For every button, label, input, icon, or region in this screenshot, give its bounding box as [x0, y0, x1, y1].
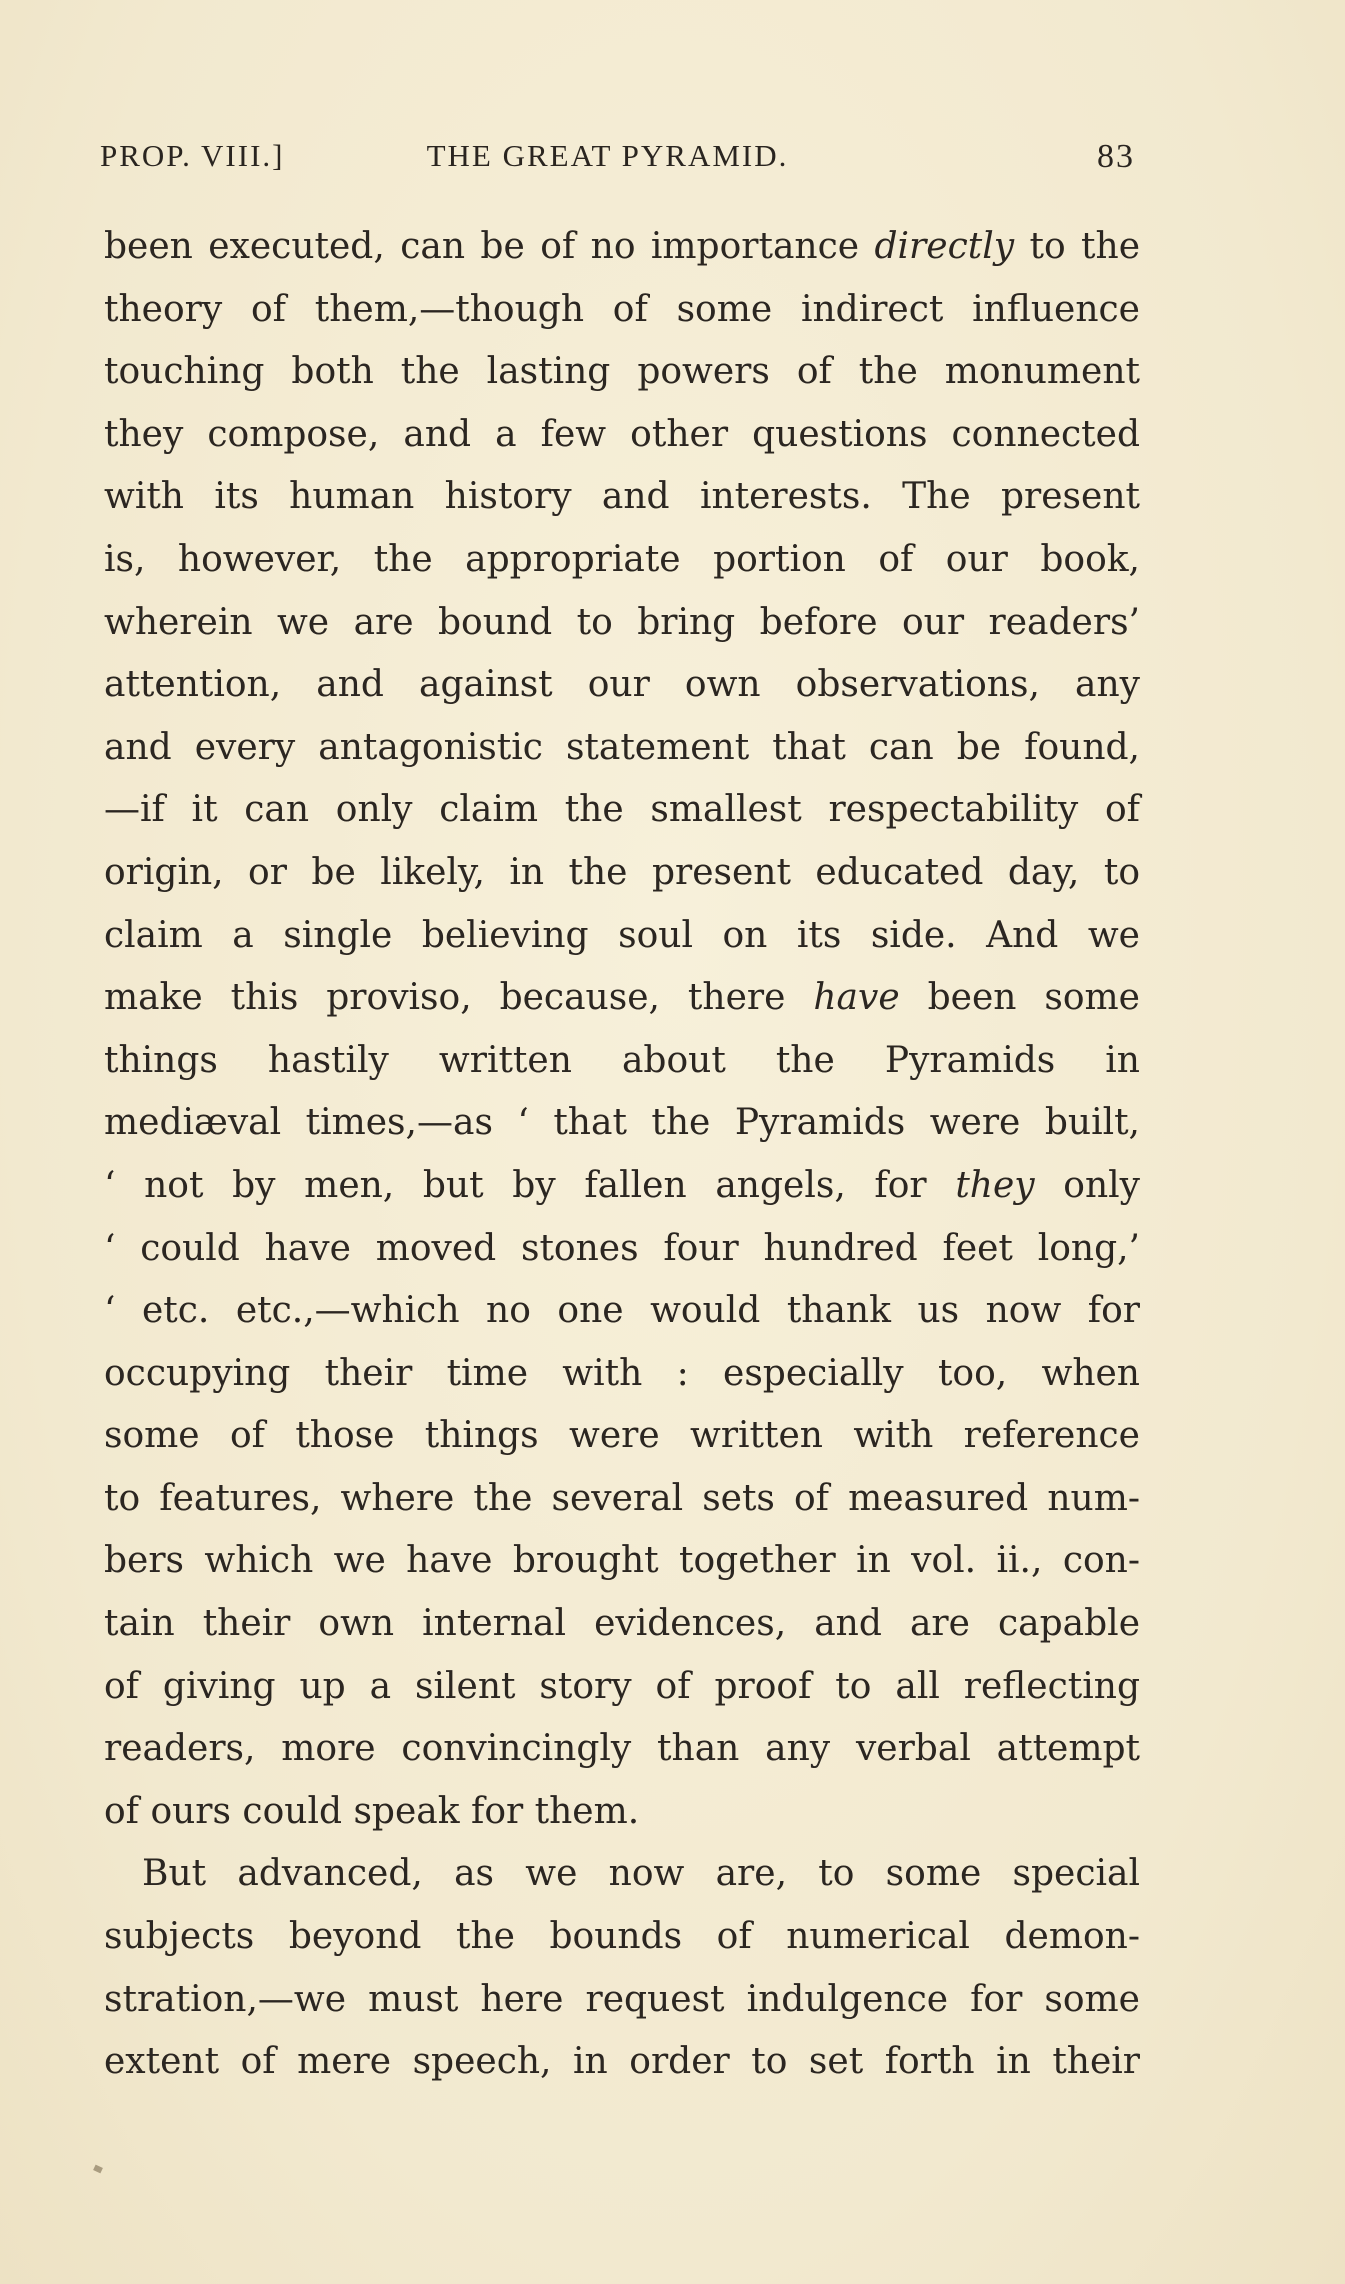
text-line	[104, 1280, 1140, 1343]
paragraph	[104, 216, 1140, 1843]
text-line	[104, 1656, 1140, 1719]
line-text: attention, and against our own observations, any	[104, 664, 1140, 706]
section-reference: PROP. VIII.]	[100, 138, 285, 173]
line-text: But advanced, as we now are, to some special	[142, 1853, 1140, 1895]
ink-speck	[93, 2165, 103, 2174]
line-text: tain their own internal evidences, and are capable	[104, 1603, 1140, 1645]
line-text: extent of mere speech, in order to set forth in their	[104, 2041, 1140, 2083]
line-text: wherein we are bound to bring before our readers’	[104, 601, 1140, 643]
text-line	[104, 404, 1140, 467]
line-text: subjects beyond the bounds of numerical demon-	[104, 1916, 1140, 1958]
text-line	[104, 216, 1140, 279]
text-line	[104, 279, 1140, 342]
body-text	[104, 216, 1140, 2094]
line-text: claim a single believing soul on its side. And we	[104, 914, 1140, 956]
text-line	[104, 1468, 1140, 1531]
text-line	[104, 967, 1140, 1030]
text-line	[104, 1030, 1140, 1093]
line-text: bers which we have brought together in vol. ii., con-	[104, 1540, 1140, 1582]
line-text: touching both the lasting powers of the monument	[104, 351, 1140, 393]
line-text: they compose, and a few other questions connected	[104, 413, 1140, 455]
text-line	[104, 1405, 1140, 1468]
text-line	[104, 2031, 1140, 2094]
emphasis-text: have	[813, 977, 900, 1019]
text-line	[104, 1969, 1140, 2032]
line-text: to the	[1014, 226, 1141, 267]
text-line	[104, 529, 1140, 592]
line-text: ‘ etc. etc.,—which no one would thank us now for	[104, 1290, 1140, 1332]
line-text: readers, more convincingly than any verbal attempt	[104, 1728, 1140, 1770]
line-text: origin, or be likely, in the present educated day, to	[104, 851, 1140, 893]
text-line	[104, 1343, 1140, 1406]
line-text: and every antagonistic statement that can be found,	[104, 726, 1140, 768]
line-text: of ours could speak for them.	[104, 1790, 640, 1832]
text-line	[104, 1718, 1140, 1781]
line-text: been some	[899, 977, 1140, 1019]
line-text: is, however, the appropriate portion of our book,	[104, 538, 1140, 580]
emphasis-text: they	[955, 1164, 1035, 1206]
text-line	[104, 341, 1140, 404]
line-text: —if it can only claim the smallest respectability of	[104, 789, 1140, 831]
text-line	[104, 779, 1140, 842]
emphasis-text: directly	[874, 226, 1015, 267]
text-line	[104, 1593, 1140, 1656]
text-line	[104, 1092, 1140, 1155]
text-line	[104, 1155, 1140, 1218]
line-text: occupying their time with : especially too, when	[104, 1352, 1140, 1394]
text-line	[104, 1906, 1140, 1969]
text-line	[104, 905, 1140, 968]
paragraph	[104, 1843, 1140, 2093]
text-line	[104, 1843, 1140, 1906]
line-text: ‘ not by men, but by fallen angels, for	[104, 1164, 956, 1206]
line-text: mediæval times,—as ‘ that the Pyramids were built,	[104, 1102, 1140, 1144]
line-text: theory of them,—though of some indirect influence	[104, 288, 1140, 330]
page-number: 83	[1097, 138, 1135, 175]
text-line	[104, 466, 1140, 529]
text-line	[104, 1218, 1140, 1281]
line-text: some of those things were written with reference	[104, 1415, 1140, 1457]
line-text: things hastily written about the Pyramids in	[104, 1039, 1140, 1081]
line-text: been executed, can be of no importance	[104, 226, 875, 267]
text-line	[104, 842, 1140, 905]
line-text: of giving up a silent story of proof to all reflecting	[104, 1665, 1140, 1707]
text-line	[104, 592, 1140, 655]
line-text: stration,—we must here request indulgence for some	[104, 1978, 1140, 2020]
text-line	[104, 717, 1140, 780]
line-text: with its human history and interests. The present	[104, 476, 1140, 518]
text-line	[104, 1781, 1140, 1844]
line-text: only	[1034, 1164, 1141, 1206]
text-line	[104, 1530, 1140, 1593]
chapter-title: THE GREAT PYRAMID.	[426, 138, 789, 173]
running-head	[100, 138, 1135, 178]
line-text: to features, where the several sets of measured num-	[104, 1477, 1140, 1519]
line-text: ‘ could have moved stones four hundred feet long,’	[104, 1227, 1140, 1269]
line-text: make this proviso, because, there	[104, 977, 814, 1019]
text-line	[104, 654, 1140, 717]
